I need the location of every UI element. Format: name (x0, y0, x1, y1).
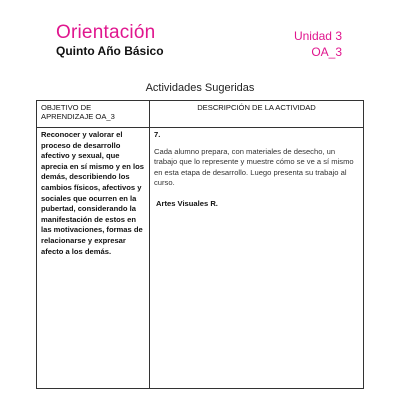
objective-header: OBJETIVO DE APRENDIZAJE OA_3 (37, 101, 150, 128)
activity-number: 7. (154, 130, 161, 139)
section-title: Actividades Sugeridas (145, 82, 255, 94)
table-row (37, 128, 364, 389)
unit-label: Unidad 3 (293, 29, 342, 43)
description-cell (150, 128, 364, 389)
header-subtitle: Quinto Año Básico (56, 44, 164, 58)
objective-text: Reconocer y valorar el proceso de desarrollo afectivo y sexual, que aprecia en sí mismo y en los demás, describiendo los cambios físicos, afectivos y sociales que ocurren en la pubertad, considerando la manifestación de estos en las motivaciones, formas de relacionarse y expresar afecto a los demás. (37, 128, 150, 389)
table-header-row (37, 101, 364, 128)
oa-label: OA_3 (311, 45, 342, 59)
header-title: Orientación (56, 22, 156, 43)
description-header: DESCRIPCIÓN DE LA ACTIVIDAD (150, 101, 364, 128)
activity-subject: Artes Visuales R. (156, 198, 218, 208)
activity-table (36, 100, 364, 389)
activity-text: Cada alumno prepara, con materiales de desecho, un trabajo que lo represente y muestre cómo se ve a sí mismo en esta etapa de desarrollo. Luego presenta su trabajo al curso. (154, 146, 354, 188)
